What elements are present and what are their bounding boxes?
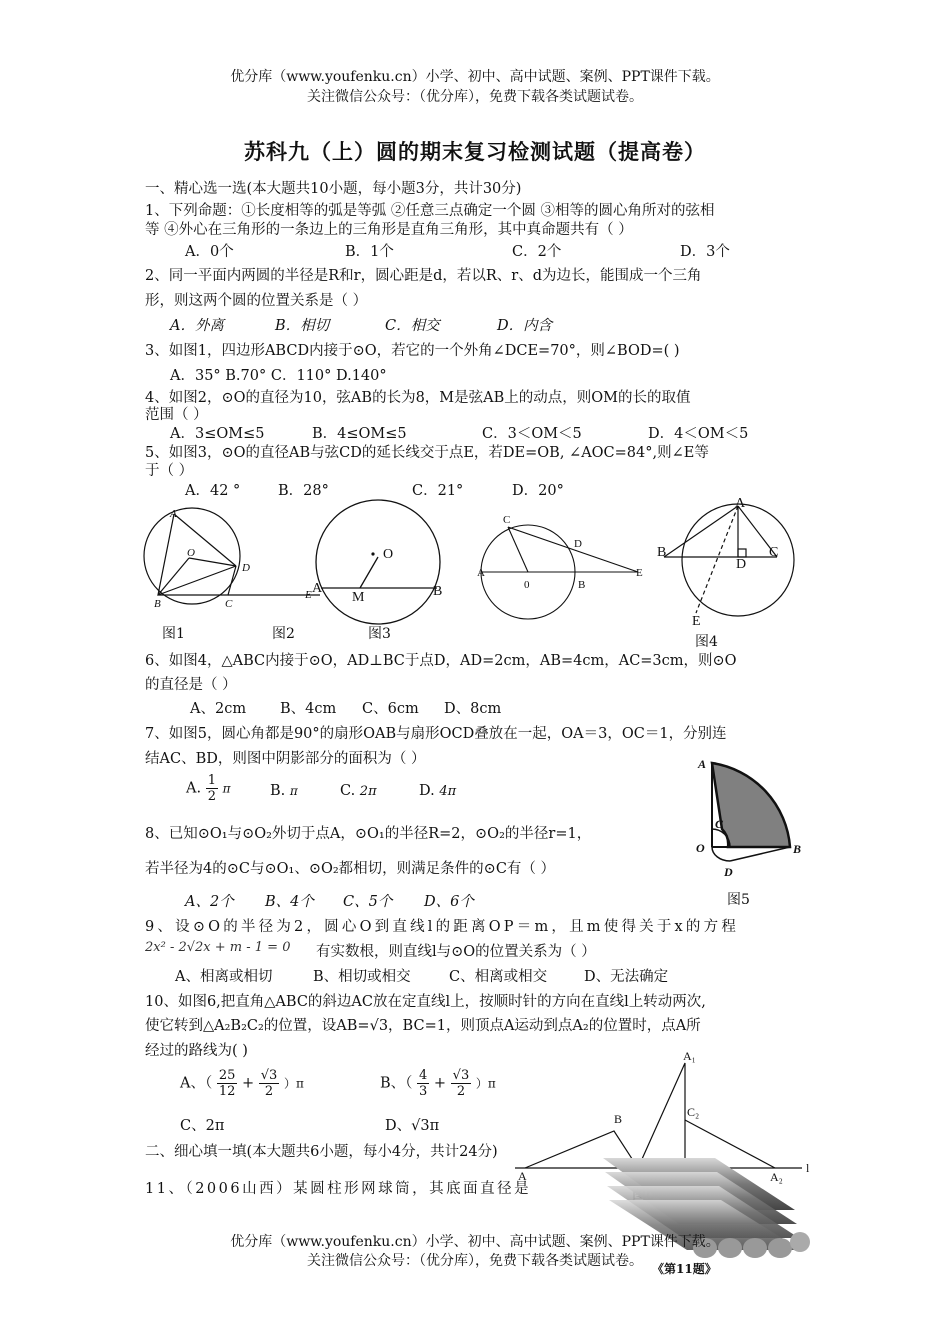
q9-line-1: 9、设⊙O的半径为2，圆心O到直线l的距离OP＝m，且m使得关于x的方程 (145, 919, 740, 935)
fig6-label-l: l (806, 1161, 810, 1175)
q5-option-b: B．28° (278, 483, 329, 499)
q2-option-c: C．相交 (385, 318, 440, 334)
fig3-label-o: 0 (524, 579, 530, 591)
fig2-label-b: B (433, 584, 443, 599)
fig3-label-e: E (636, 567, 643, 579)
q5-option-c: C．21° (412, 483, 464, 499)
q6-option-a: A、2cm (190, 701, 247, 717)
fig5-label-a: A (698, 757, 707, 771)
figures-1-4 (140, 494, 820, 654)
q2-option-a: A．外离 (170, 318, 224, 334)
q2-option-d: D．内含 (497, 318, 553, 334)
q7-option-b: B. π (270, 783, 298, 799)
footer-line-2: 关注微信公众号：（优分库），免费下载各类试题试卷。 (307, 1253, 643, 1269)
q8-option-c: C、5个 (343, 894, 393, 910)
fig1-label-o: O (187, 547, 195, 559)
q9-option-a: A、相离或相切 (175, 969, 273, 985)
fig3-label-c: C (503, 514, 511, 526)
q10-option-b: B、（ $\frac{4}{3}$ + $\frac{√3}{2} )\pi$ (380, 1068, 496, 1099)
fig2-label-a: A (312, 581, 323, 596)
footer-line-1: 优分库（www.youfenku.cn）小学、初中、高中试题、案例、PPT课件下载。 (230, 1234, 720, 1250)
fig4-label-c: C (769, 545, 779, 560)
q1-option-b: B．1个 (345, 244, 394, 260)
fig6-label-b: B (614, 1112, 623, 1126)
q7-line-2: 结AC、BD，则图中阴影部分的面积为（ ） (145, 751, 426, 767)
header-line-2: 关注微信公众号：（优分库），免费下载各类试题试卷。 (307, 89, 643, 105)
figure-1 (144, 508, 320, 604)
figure-3 (481, 525, 638, 619)
q1-line-1: 1、下列命题：①长度相等的弧是等弧 ②任意三点确定一个圆 ③相等的圆心角所对的弦相 (145, 203, 715, 219)
section-1-heading: 一、精心选一选(本大题共10小题，每小题3分，共计30分) (145, 181, 522, 197)
page-title: 苏科九（上）圆的期末复习检测试题（提高卷） (244, 139, 706, 164)
q2-line-2: 形，则这两个圆的位置关系是（ ） (145, 293, 368, 309)
q4-option-d: D．4＜OM＜5 (648, 426, 749, 442)
fig2-label-o: O (383, 547, 394, 562)
fig1-label-b: B (154, 598, 161, 610)
q5-line-2: 于（ ） (145, 463, 194, 479)
figure-4 (664, 504, 794, 616)
q6-option-d: D、8cm (444, 701, 502, 717)
q10-option-a: A、（ $\frac{25}{12}$ + $\frac{√3}{2} )\pi$ (180, 1068, 304, 1099)
fig3-label-b: B (578, 579, 586, 591)
q2-line-1: 2、同一平面内两圆的半径是R和r，圆心距是d，若以R、r、d为边长，能围成一个三角 (145, 268, 702, 284)
q4-option-a: A．3≤OM≤5 (170, 426, 265, 442)
figure-5-caption: 图5 (727, 892, 750, 908)
fig2-label-m: M (352, 590, 365, 605)
fig3-label-a: A (477, 567, 485, 579)
q4-line-2: 范围（ ） (145, 407, 208, 423)
fig5-label-c: C (715, 817, 724, 831)
q7-option-a: A. $\frac{1}{2}$ π (186, 773, 231, 804)
q1-line-2: 等 ④外心在三角形的一条边上的三角形是直角三角形，其中真命题共有（ ） (145, 222, 633, 238)
q9-option-b: B、相切或相交 (313, 969, 411, 985)
q6-option-b: B、4cm (280, 701, 337, 717)
q1-option-a: A．0个 (185, 244, 234, 260)
q4-line-1: 4、如图2，⊙O的直径为10，弦AB的长为8，M是弦AB上的动点，则OM的长的取值 (145, 390, 691, 406)
figure-2-caption: 图2 (272, 626, 295, 642)
q11-figure-caption: 《第11题》 (652, 1262, 717, 1276)
q6-option-c: C、6cm (362, 701, 419, 717)
fig1-label-d: D (242, 562, 250, 574)
fig5-label-o: O (696, 841, 705, 855)
fig1-label-a: A (170, 508, 177, 520)
figure-5 (690, 755, 810, 885)
fig6-label-a: A (518, 1169, 527, 1183)
q10-line-1: 10、如图6,把直角△ABC的斜边AC放在定直线l上，按顺时针的方向在直线l上转动两次, (145, 994, 706, 1010)
q6-line-2: 的直径是（ ） (145, 677, 237, 693)
header-line-1: 优分库（www.youfenku.cn）小学、初中、高中试题、案例、PPT课件下载。 (230, 69, 720, 85)
q8-option-a: A、2个 (185, 894, 234, 910)
fig6-label-a1: A₁ (683, 1049, 696, 1063)
q8-line-2: 若半径为4的⊙C与⊙O₁、⊙O₂都相切，则满足条件的⊙C有（ ） (145, 861, 556, 877)
figure-2 (316, 500, 443, 624)
fig4-label-d: D (736, 557, 747, 572)
fig4-label-b: B (657, 545, 667, 560)
q5-line-1: 5、如图3，⊙O的直径AB与弦CD的延长线交于点E，若DE=OB, ∠AOC=84°,则∠E等 (145, 445, 709, 461)
fig6-label-a2: A₂ (770, 1170, 783, 1184)
q11-line-1: 11、（2006山西）某圆柱形网球筒，其底面直径是 (145, 1181, 532, 1197)
q8-line-1: 8、已知⊙O₁与⊙O₂外切于点A，⊙O₁的半径R=2，⊙O₂的半径r=1， (145, 826, 592, 842)
q4-option-c: C．3＜OM＜5 (482, 426, 582, 442)
q2-option-b: B．相切 (275, 318, 330, 334)
q3-options: A．35° B.70° C．110° D.140° (170, 368, 387, 384)
q7-line-1: 7、如图5，圆心角都是90°的扇形OAB与扇形OCD叠放在一起，OA＝3，OC＝1，分别连 (145, 726, 727, 742)
q5-option-d: D．20° (512, 483, 564, 499)
q9-option-d: D、无法确定 (584, 969, 669, 985)
q9-line-2: 有实数根，则直线l与⊙O的位置关系为（ ） (316, 944, 596, 960)
figure-1-caption: 图1 (162, 626, 185, 642)
q9-option-c: C、相离或相交 (449, 969, 548, 985)
fig5-label-d: D (724, 865, 733, 879)
section-2-heading: 二、细心填一填(本大题共6小题，每小4分，共计24分) (145, 1144, 498, 1160)
fig1-label-e: E (305, 589, 312, 601)
q8-option-b: B、4个 (265, 894, 314, 910)
q9-equation: 2x² - 2√2x + m - 1 = 0 (145, 940, 291, 955)
fig3-label-d: D (574, 538, 582, 550)
q1-option-d: D．3个 (680, 244, 730, 260)
fig4-label-a: A (735, 496, 746, 511)
fig1-label-c: C (225, 598, 233, 610)
fig5-label-b: B (793, 842, 802, 856)
figure-4-caption: 图4 (695, 634, 718, 650)
q7-option-d: D. 4π (419, 783, 457, 799)
q8-option-d: D、6个 (424, 894, 474, 910)
q10-line-2: 使它转到△A₂B₂C₂的位置，设AB=√3，BC=1，则顶点A运动到点A₂的位置时，点A所 (145, 1018, 701, 1034)
q4-option-b: B．4≤OM≤5 (312, 426, 407, 442)
q10-option-d: D、√3π (385, 1118, 440, 1134)
fig6-label-c2: C₂ (687, 1105, 700, 1119)
q3-line-1: 3、如图1，四边形ABCD内接于⊙O，若它的一个外角∠DCE=70°，则∠BOD=( ) (145, 343, 680, 359)
q1-option-c: C．2个 (512, 244, 562, 260)
q6-line-1: 6、如图4，△ABC内接于⊙O，AD⊥BC于点D，AD=2cm，AB=4cm，AC=3cm，则⊙O (145, 653, 737, 669)
q5-option-a: A．42 ° (185, 483, 241, 499)
fig4-label-e: E (692, 614, 701, 629)
q10-line-3: 经过的路线为( ) (145, 1043, 248, 1059)
figure-3-caption: 图3 (368, 626, 391, 642)
q7-option-c: C. 2π (340, 783, 377, 799)
q10-option-c: C、2π (180, 1118, 225, 1134)
